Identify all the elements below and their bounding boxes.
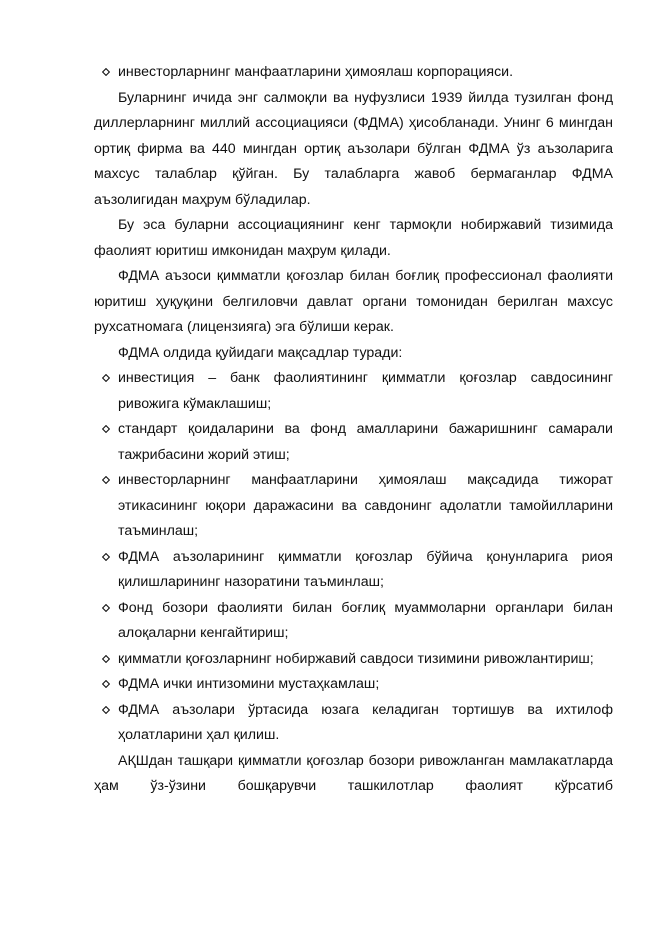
hollow-diamond-bullet-icon — [98, 60, 114, 86]
bullet-item — [94, 417, 613, 468]
hollow-diamond-bullet-icon — [98, 468, 114, 494]
bullet-text: ФДМА аъзолари ўртасида юзага келадиган тортишув ва ихтилоф ҳолатларини ҳал қилиш. — [118, 701, 613, 743]
hollow-diamond-bullet-icon — [98, 366, 114, 392]
bullet-text: ФДМА аъзоларининг қимматли қоғозлар бўйича қонунларига риоя қилишларининг назоратини таъминлаш; — [118, 548, 613, 590]
hollow-diamond-bullet-icon — [98, 698, 114, 724]
bullet-item — [94, 647, 613, 673]
bullet-text: қимматли қоғозларнинг нобиржавий савдоси тизимини ривожлантириш; — [118, 650, 594, 667]
bullet-item — [94, 545, 613, 596]
bullet-item — [94, 698, 613, 749]
hollow-diamond-bullet-icon — [98, 672, 114, 698]
bullet-text: инвесторларнинг манфаатларини ҳимоялаш корпорацияси. — [118, 64, 514, 80]
bullet-item — [94, 60, 613, 86]
bullet-text: стандарт қоидаларини ва фонд амалларини бажаришнинг самарали тажрибасини жорий этиш; — [118, 421, 613, 463]
paragraph: ФДМА олдида қуйидаги мақсадлар туради: — [118, 344, 403, 361]
bullet-text: инвестиция – банк фаолиятининг қимматли қоғозлар савдосининг ривожига кўмаклашиш; — [118, 370, 613, 412]
paragraph: Бу эса буларни ассоциациянинг кенг тармоқли нобиржавий тизимида фаолият юритиш имконидан маҳрум қилади. — [94, 217, 613, 259]
hollow-diamond-bullet-icon — [98, 596, 114, 622]
paragraph-continued: АҚШдан ташқари қимматли қоғозлар бозори ривожланган мамлакатларда ҳам ўз-ўзини бошқарувчи ташкилотлар фаолият кўрсатиб — [94, 752, 613, 794]
bullet-item — [94, 468, 613, 545]
hollow-diamond-bullet-icon — [98, 545, 114, 571]
hollow-diamond-bullet-icon — [98, 647, 114, 673]
bullet-text: Фонд бозори фаолияти билан боғлиқ муаммоларни органлари билан алоқаларни кенгайтириш; — [118, 599, 613, 641]
paragraph: ФДМА аъзоси қимматли қоғозлар билан боғлиқ профессионал фаолияти юритиш ҳуқуқини белгиловчи давлат органи томонидан берилган махсус рухсатномага (лицензияга) эга бўлиши керак. — [94, 268, 613, 335]
bullet-item — [94, 366, 613, 417]
bullet-item — [94, 672, 613, 698]
bullet-text: ФДМА ички интизомини мустаҳкамлаш; — [118, 676, 380, 692]
bullet-text: инвесторларнинг манфаатларини ҳимоялаш мақсадида тижорат этикасининг юқори даражасини ва савдонинг адолатли тамойилларини таъминлаш; — [118, 472, 613, 539]
paragraph: Буларнинг ичида энг салмоқли ва нуфузлиси 1939 йилда тузилган фонд диллерларнинг миллий ассоциацияси (ФДМА) ҳисобланади. Унинг 6 мингдан ортиқ фирма ва 440 мингдан ортиқ аъзолари бўлган ФДМА ўз аъзоларига махсус талаблар қўйган. Бу талабларга жавоб бермаганлар ФДМА аъзолигидан маҳрум бўладилар. — [94, 89, 613, 208]
document-body — [94, 60, 613, 800]
bullet-item — [94, 596, 613, 647]
hollow-diamond-bullet-icon — [98, 417, 114, 443]
